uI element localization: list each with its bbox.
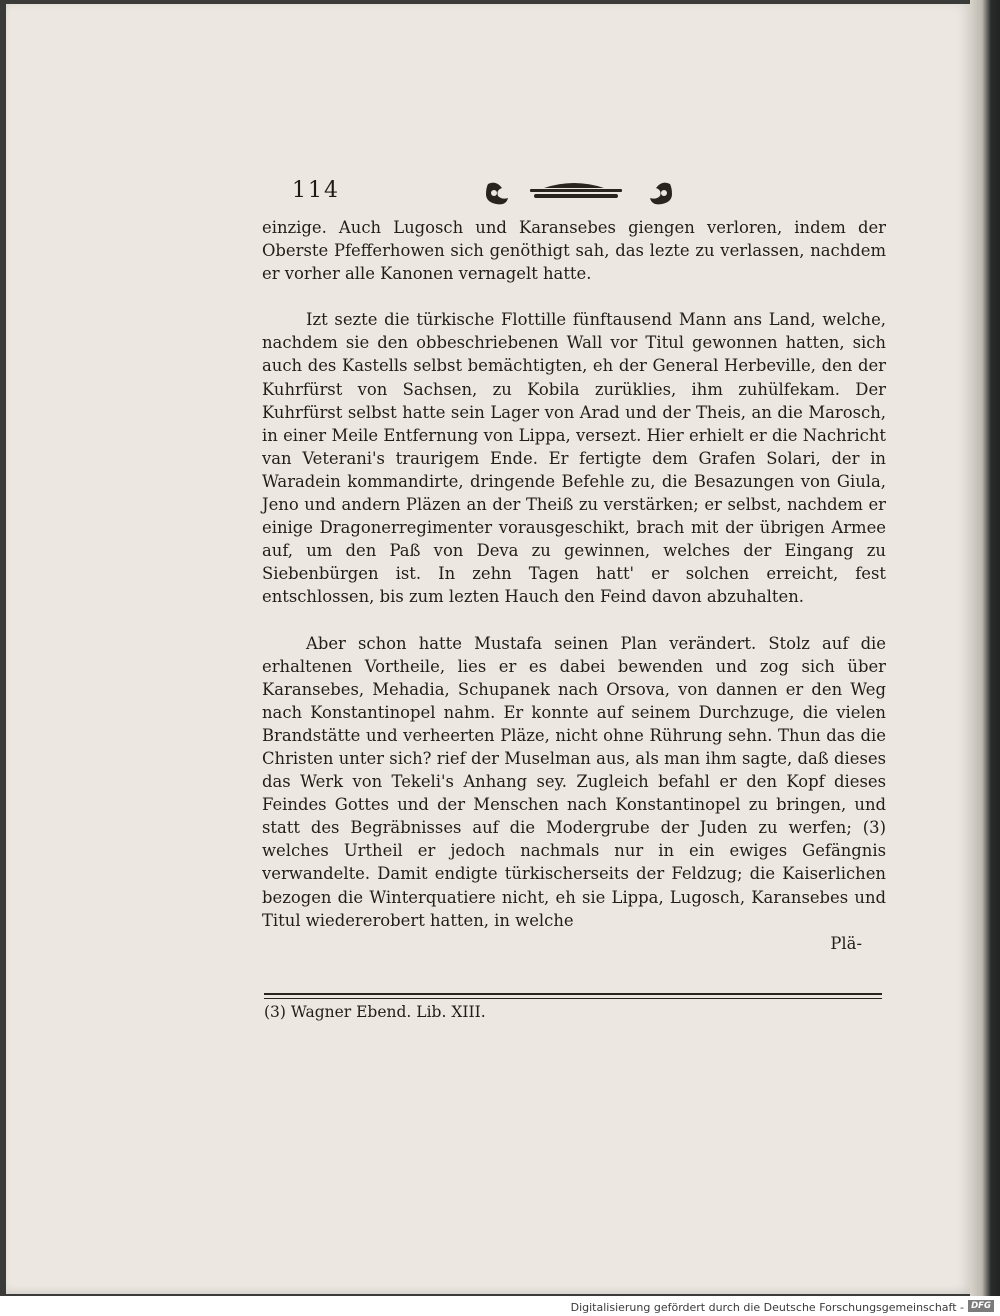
main-text <box>262 216 886 955</box>
paragraph-3: Aber schon hatte Mustafa seinen Plan verändert. Stolz auf die erhaltenen Vortheile, lies er es dabei bewenden und zog sich über Karansebes, Mehadia, Schupanek nach Orsova, von dannen er den Weg nach Konstantinopel nahm. Er konnte auf seinem Durchzuge, die vielen Brandstätte und verheerten Pläze, nicht ohne Rührung sehn. Thun das die Christen unter sich? rief der Muselman aus, als man ihm sagte, daß dieses das Werk von Tekeli's Anhang sey. Zugleich befahl er den Kopf dieses Feindes Gottes und der Menschen nach Konstantinopel zu bringen, und statt des Begräbnisses auf die Modergrube der Juden zu werfen; (3) welches Urtheil er jedoch nachmals nur in ein ewiges Gefängnis verwandelte. Damit endigte türkischerseits der Feldzug; die Kaiserlichen bezogen die Winterquatiere nicht, eh sie Lippa, Lugosch, Karansebes und Titul wiedererobert hatten, in welche <box>262 633 886 930</box>
catchword: Plä- <box>830 933 862 953</box>
digitization-credit: Digitalisierung gefördert durch die Deutsche Forschungsgemeinschaft - <box>570 1301 964 1314</box>
page-number: 114 <box>292 178 340 203</box>
page-header <box>262 178 882 208</box>
footnote-rule-top <box>264 993 882 995</box>
paragraph-2: Izt sezte die türkische Flottille fünftausend Mann ans Land, welche, nachdem sie den obbeschriebenen Wall vor Titul gewonnen hatten, sich auch des Kastells selbst bemächtigten, eh der General Herbeville, den der Kuhrfürst von Sachsen, zu Kobila zurüklies, ihm zuhülfekam. Der Kuhrfürst selbst hatte sein Lager von Arad und der Theis, an die Marosch, in einer Meile Entfernung von Lippa, versezt. Hier erhielt er die Nachricht van Veterani's traurigem Ende. Er fertigte dem Grafen Solari, der in Waradein kommandirte, dringende Befehle zu, die Besazungen von Giula, Jeno und andern Pläzen an der Theiß zu verstärken; er selbst, nachdem er einige Dragonerregimenter vorausgeschikt, brach mit der übrigen Armee auf, um den Paß von Deva zu gewinnen, welches der Eingang zu Siebenbürgen ist. In zehn Tagen hatt' er solchen erreicht, fest entschlossen, bis zum lezten Hauch den Feind davon abzuhalten. <box>262 310 886 607</box>
paragraph-1: einzige. Auch Lugosch und Karansebes giengen verloren, indem der Oberste Pfefferhowen sich genöthigt sah, das lezte zu verlassen, nachdem er vorher alle Kanonen vernagelt hatte. <box>262 218 886 284</box>
printer-ornament-icon <box>474 180 714 206</box>
footnote-rule-bottom <box>264 998 882 999</box>
dfg-logo-icon: DFG <box>968 1300 994 1312</box>
footnote: (3) Wagner Ebend. Lib. XIII. <box>264 1003 486 1021</box>
book-edge <box>970 0 1000 1296</box>
